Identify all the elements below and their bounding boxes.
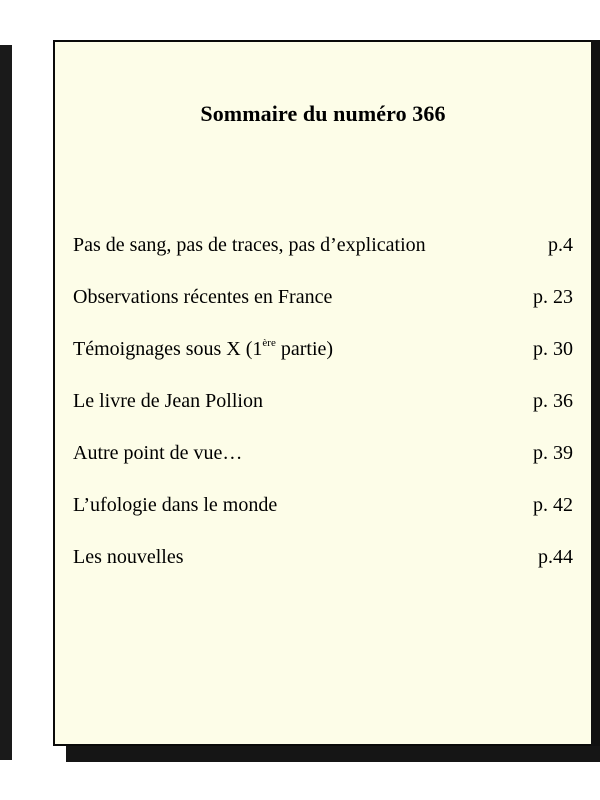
toc-entry-title: [73, 338, 333, 361]
scan-border-left: [0, 45, 12, 760]
table-of-contents: [73, 224, 573, 588]
document-page: [53, 40, 591, 746]
toc-entry-page: p. 23: [533, 286, 573, 308]
toc-entry-page: p. 30: [533, 338, 573, 360]
page-title: Sommaire du numéro 366: [200, 101, 446, 126]
page-shadow-bottom: [66, 746, 600, 762]
toc-entry: [73, 276, 573, 328]
toc-entry: [73, 328, 573, 380]
toc-entry-title: Autre point de vue…: [73, 442, 243, 464]
toc-entry-page: p.4: [548, 234, 573, 256]
toc-entry-title-part: Témoignages sous X (1: [73, 338, 263, 360]
toc-entry-title: Observations récentes en France: [73, 286, 333, 308]
toc-entry-title: Pas de sang, pas de traces, pas d’explication: [73, 234, 426, 256]
toc-entry: [73, 536, 573, 588]
toc-entry-page: p. 42: [533, 494, 573, 516]
toc-entry: [73, 484, 573, 536]
toc-entry-page: p.44: [538, 546, 573, 568]
ordinal-superscript: ère: [262, 337, 276, 349]
toc-entry-title: Le livre de Jean Pollion: [73, 390, 263, 412]
toc-entry: [73, 380, 573, 432]
toc-entry-page: p. 36: [533, 390, 573, 412]
toc-entry: [73, 432, 573, 484]
toc-entry-title-part: partie): [275, 338, 334, 360]
toc-entry-page: p. 39: [533, 442, 573, 464]
toc-entry: [73, 224, 573, 276]
toc-entry-title: Les nouvelles: [73, 546, 184, 568]
page-shadow-right: [591, 40, 600, 762]
toc-entry-title: L’ufologie dans le monde: [73, 494, 278, 516]
